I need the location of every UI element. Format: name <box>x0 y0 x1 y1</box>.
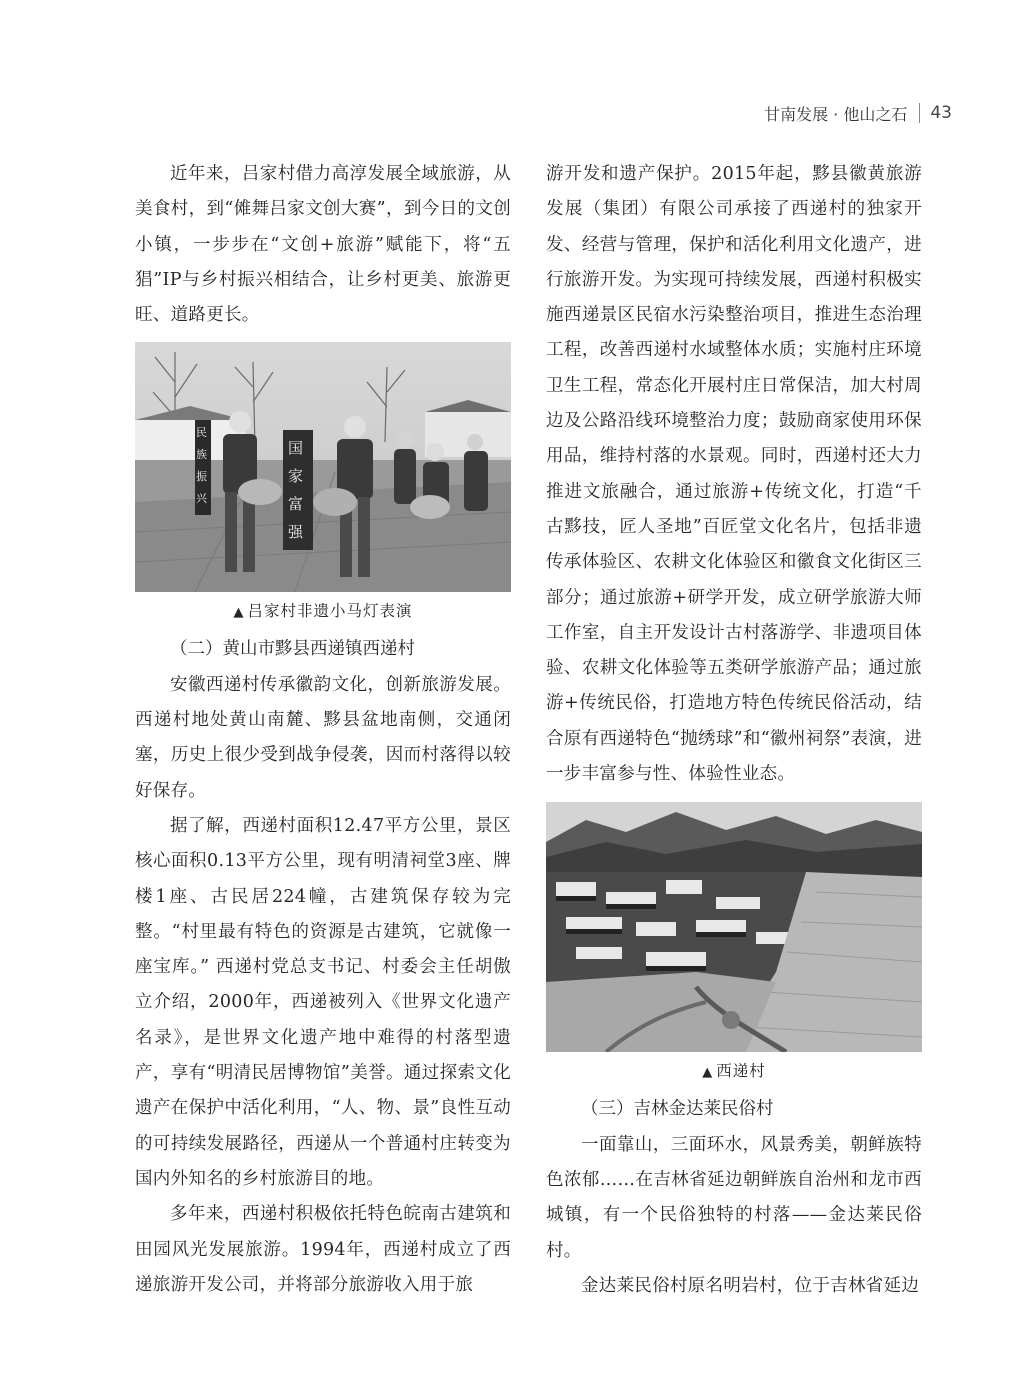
running-header <box>764 100 952 126</box>
page-number: 43 <box>930 103 952 123</box>
section-heading-xidi: （二）黄山市黟县西递镇西递村 <box>170 639 415 660</box>
right-column <box>546 157 922 1304</box>
banner-text-left: 民族振兴 <box>196 426 207 506</box>
paragraph-xidi-development: 游开发和遗产保护。2015年起，黟县徽黄旅游发展（集团）有限公司承接了西递村的独家开发、经营与管理，保护和活化利用文化遗产，进行旅游开发。为实现可持续发展，西递村积极实施西递景区民宿水污染整治项目，推进生态治理工程，改善西递村水域整体水质；实施村庄环境卫生工程，常态化开展村庄日常保洁，加大村周边及公路沿线环境整治力度；鼓励商家使用环保用品，维持村落的水景观。同时，西递村还大力推进文旅融合，通过旅游+传统文化，打造“千古黟技，匠人圣地”百匠堂文化名片，包括非遗传承体验区、农耕文化体验区和徽食文化街区三部分；通过旅游+研学开发，成立研学旅游大师工作室，自主开发设计古村落游学、非遗项目体验、农耕文化体验等五类研学旅游产品；通过旅游+传统民俗，打造地方特色传统民俗活动，结合原有西递特色“抛绣球”和“徽州祠祭”表演，进一步丰富参与性、体验性业态。 <box>546 164 922 785</box>
caption-marker: ▲ <box>233 605 245 621</box>
paragraph-xidi-facts: 据了解，西递村面积12.47平方公里，景区核心面积0.13平方公里，现有明清祠堂3座、牌楼1座、古民居224幢，古建筑保存较为完整。“村里最有特色的资源是古建筑，它就像一座宝库。” 西递村党总支书记、村委会主任胡傲立介绍，2000年，西递被列入《世界文化遗产名录》，是世界文化遗产地中难得的村落型遗产，享有“明清民居博物馆”美誉。通过探索文化遗产在保护中活化利用，“人、物、景”良性互动的可持续发展路径，西递从一个普通村庄转变为国内外知名的乡村旅游目的地。 <box>135 815 511 1189</box>
figure-lantern-performance <box>135 342 511 628</box>
paragraph-xidi-intro: 安徽西递村传承徽韵文化，创新旅游发展。西递村地处黄山南麓、黟县盆地南侧，交通闭塞，历史上很少受到战争侵袭，因而村落得以较好保存。 <box>135 674 511 801</box>
paragraph-xidi-tourism: 多年来，西递村积极依托特色皖南古建筑和田园风光发展旅游。1994年，西递村成立了西递旅游开发公司，并将部分旅游收入用于旅 <box>135 1204 511 1295</box>
left-column <box>135 157 511 1303</box>
section-title: 甘南发展 · 他山之石 <box>764 104 908 124</box>
figure-caption <box>135 596 511 628</box>
caption-text: 吕家村非遗小马灯表演 <box>247 602 413 621</box>
figure-xidi-village <box>546 802 922 1088</box>
banner-text-center: 国家富强 <box>288 439 304 542</box>
caption-marker: ▲ <box>702 1065 714 1081</box>
photo-lantern-performance <box>135 342 511 592</box>
figure-caption <box>546 1056 922 1088</box>
section-heading-jindalai: （三）吉林金达莱民俗村 <box>581 1099 774 1120</box>
photo-xidi-village <box>546 802 922 1052</box>
paragraph-jindalai-location: 金达莱民俗村原名明岩村，位于吉林省延边 <box>581 1275 920 1296</box>
header-divider <box>919 103 920 123</box>
paragraph-jindalai-intro: 一面靠山，三面环水，风景秀美，朝鲜族特色浓郁……在吉林省延边朝鲜族自治州和龙市西城镇，有一个民俗独特的村落——金达莱民俗村。 <box>546 1134 922 1261</box>
paragraph-lvjia-intro: 近年来，吕家村借力高淳发展全域旅游，从美食村，到“傩舞吕家文创大赛”，到今日的文创小镇，一步步在“文创+旅游”赋能下，将“五猖”IP与乡村振兴相结合，让乡村更美、旅游更旺、道路更长。 <box>135 164 511 326</box>
caption-text: 西递村 <box>716 1062 766 1081</box>
